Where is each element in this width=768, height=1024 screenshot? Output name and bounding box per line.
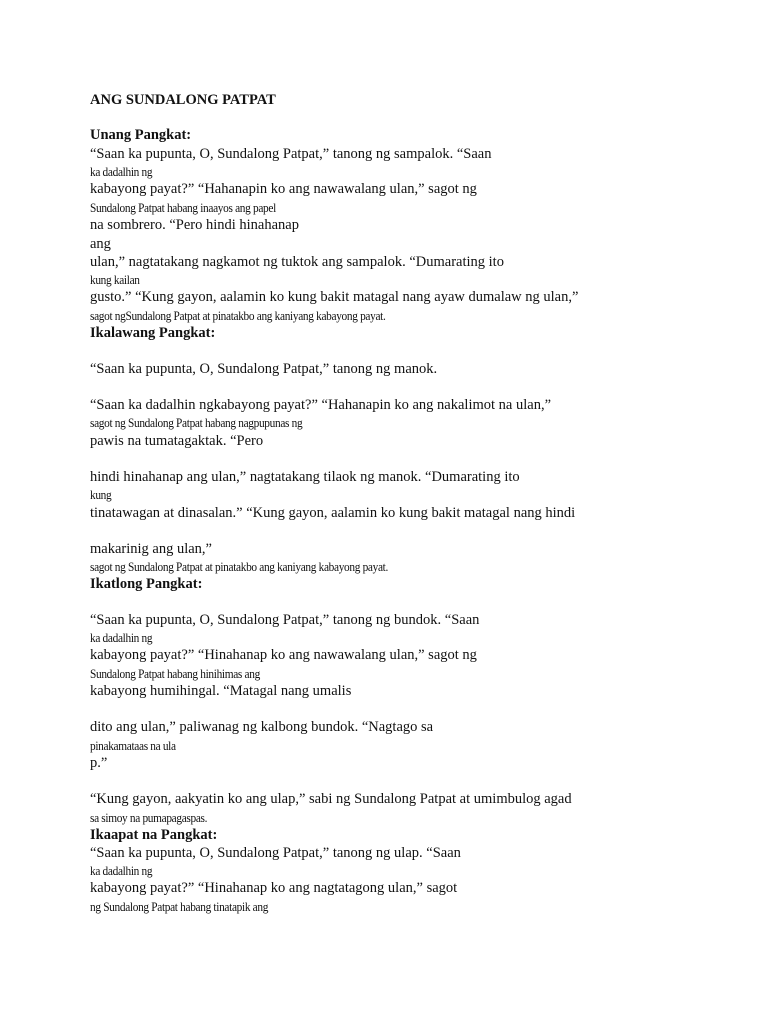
text-line: kabayong payat?” “Hinahanap ko ang nagtatagong ulan,” sagot: [90, 880, 458, 896]
text-line: “Saan ka pupunta, O, Sundalong Patpat,” tanong ng bundok. “Saan: [90, 612, 480, 628]
text-line: Sundalong Patpat habang hinihimas ang: [90, 667, 260, 681]
text-line: dito ang ulan,” paliwanag ng kalbong bundok. “Nagtago sa: [90, 719, 434, 735]
text-line: p.”: [90, 755, 108, 771]
text-line: “Saan ka pupunta, O, Sundalong Patpat,” tanong ng ulap. “Saan: [90, 845, 461, 861]
section-heading-ikalawang-pangkat: Ikalawang Pangkat:: [90, 325, 216, 341]
text-line: gusto.” “Kung gayon, aalamin ko kung bakit matagal nang ayaw dumalaw ng ulan,”: [90, 289, 579, 305]
text-line: kabayong payat?” “Hahanapin ko ang nawawalang ulan,” sagot ng: [90, 181, 477, 197]
text-line: “Saan ka pupunta, O, Sundalong Patpat,” tanong ng manok.: [90, 361, 438, 377]
text-line: na sombrero. “Pero hindi hinahanap: [90, 217, 299, 233]
text-line: sagot ng Sundalong Patpat at pinatakbo ang kaniyang kabayong payat.: [90, 560, 389, 574]
text-line: “Saan ka pupunta, O, Sundalong Patpat,” tanong ng sampalok. “Saan: [90, 146, 492, 162]
text-line: Sundalong Patpat habang inaayos ang papel: [90, 201, 276, 215]
text-line: pawis na tumatagaktak. “Pero: [90, 433, 264, 449]
text-line: ulan,” nagtatakang nagkamot ng tuktok ang sampalok. “Dumarating ito: [90, 254, 504, 270]
text-line: “Saan ka dadalhin ngkabayong payat?” “Hahanapin ko ang nakalimot na ulan,”: [90, 397, 552, 413]
text-line: ka dadalhin ng: [90, 631, 153, 645]
section-heading-ikaapat-na-pangkat: Ikaapat na Pangkat:: [90, 827, 218, 843]
text-line: sagot ng Sundalong Patpat habang nagpupunas ng: [90, 416, 303, 430]
text-line: ang: [90, 236, 111, 252]
text-line: tinatawagan at dinasalan.” “Kung gayon, aalamin ko kung bakit matagal nang hindi: [90, 505, 576, 521]
text-line: ka dadalhin ng: [90, 165, 153, 179]
text-line: “Kung gayon, aakyatin ko ang ulap,” sabi ng Sundalong Patpat at umimbulog agad: [90, 791, 572, 807]
text-line: sagot ngSundalong Patpat at pinatakbo ang kaniyang kabayong payat.: [90, 309, 386, 323]
document-title: ANG SUNDALONG PATPAT: [90, 92, 276, 108]
text-line: ng Sundalong Patpat habang tinatapik ang: [90, 900, 269, 914]
text-line: ka dadalhin ng: [90, 864, 153, 878]
text-line: kung: [90, 488, 112, 502]
text-line: makarinig ang ulan,”: [90, 541, 212, 557]
text-line: hindi hinahanap ang ulan,” nagtatakang tilaok ng manok. “Dumarating ito: [90, 469, 520, 485]
text-line: sa simoy na pumapagaspas.: [90, 811, 208, 825]
text-line: pinakamataas na ula: [90, 739, 176, 753]
section-heading-unang-pangkat: Unang Pangkat:: [90, 127, 192, 143]
section-heading-ikatlong-pangkat: Ikatlong Pangkat:: [90, 576, 203, 592]
text-line: kung kailan: [90, 273, 140, 287]
text-line: kabayong payat?” “Hinahanap ko ang nawawalang ulan,” sagot ng: [90, 647, 477, 663]
text-line: kabayong humihingal. “Matagal nang umalis: [90, 683, 352, 699]
